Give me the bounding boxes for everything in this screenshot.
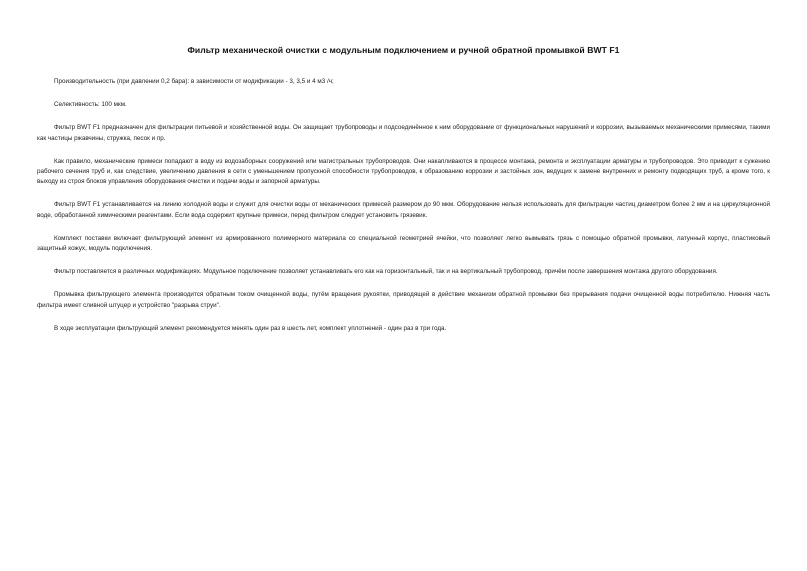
document-body [37, 77, 770, 347]
paragraph-capacity: Производительность (при давлении 0,2 бара): в зависимости от модификации - 3, 3,5 и 4 м3 /ч; [54, 78, 334, 85]
document-title: Фильтр механической очистки с модульным подключением и ручной обратной промывкой BWT F1 [187, 45, 620, 55]
paragraph-delivery-set: Комплект поставки включает фильтрующий элемент из армированного полимерного материала со специальной геометрией ячейки, что позволяет легко вымывать грязь с помощью обратной промывки, латунный корпус, пластиковый защитный кожух, модуль подключения. [37, 234, 770, 253]
paragraph-modifications: Фильтр поставляется в различных модификациях. Модульное подключение позволяет устанавливать его как на горизонтальный, так и на вертикальный трубопровод, причём после завершения монтажа другого оборудования. [54, 268, 718, 276]
paragraph-impurities: Как правило, механические примеси попадают в воду из водозаборных сооружений или магистральных трубопроводов. Они накапливаются в процессе монтажа, ремонта и эксплуатации арматуры и трубопроводов. Это приводит к сужению рабочего сечения труб и, как следствие, увеличению давления в сети с уменьшением пропускной способности трубопроводов, к образованию коррозии и застойных зон, ведущих к замене внутренних и ремонту подводящих труб, а кроме того, к выходу из строя блоков управления оборудования очистки и подачи воды и запорной арматуры. [37, 157, 770, 186]
paragraph-installation: Фильтр BWT F1 устанавливается на линию холодной воды и служит для очистки воды от механических примесей размером до 90 мкм. Оборудование нельзя использовать для фильтрации частиц диаметром более 2 мм и на циркуляционной воде, обработанной химическими реагентами. Если вода содержит крупные примеси, перед фильтром следует установить грязевик. [37, 201, 770, 219]
paragraph-purpose: Фильтр BWT F1 предназначен для фильтрации питьевой и хозяйственной воды. Он защищает трубопроводы и подсоединённое к ним оборудование от функциональных нарушений и коррозии, вызываемых механическими примесями, такими как частицы ржавчины, стружка, песок и пр. [37, 124, 770, 142]
paragraph-selectivity: Селективность: 100 мкм. [54, 101, 127, 109]
paragraph-backwash: Промывка фильтрующего элемента производится обратным током очищенной воды, путём вращения рукоятки, приводящей в действие механизм обратной промывки без прерывания подачи очищенной воды потребителю. Нижняя часть фильтра имеет сливной штуцер и устройство "разрыва струи". [37, 291, 770, 309]
paragraph-maintenance: В ходе эксплуатации фильтрующий элемент рекомендуется менять один раз в шесть лет, комплект уплотнений - один раз в три года. [54, 324, 447, 332]
